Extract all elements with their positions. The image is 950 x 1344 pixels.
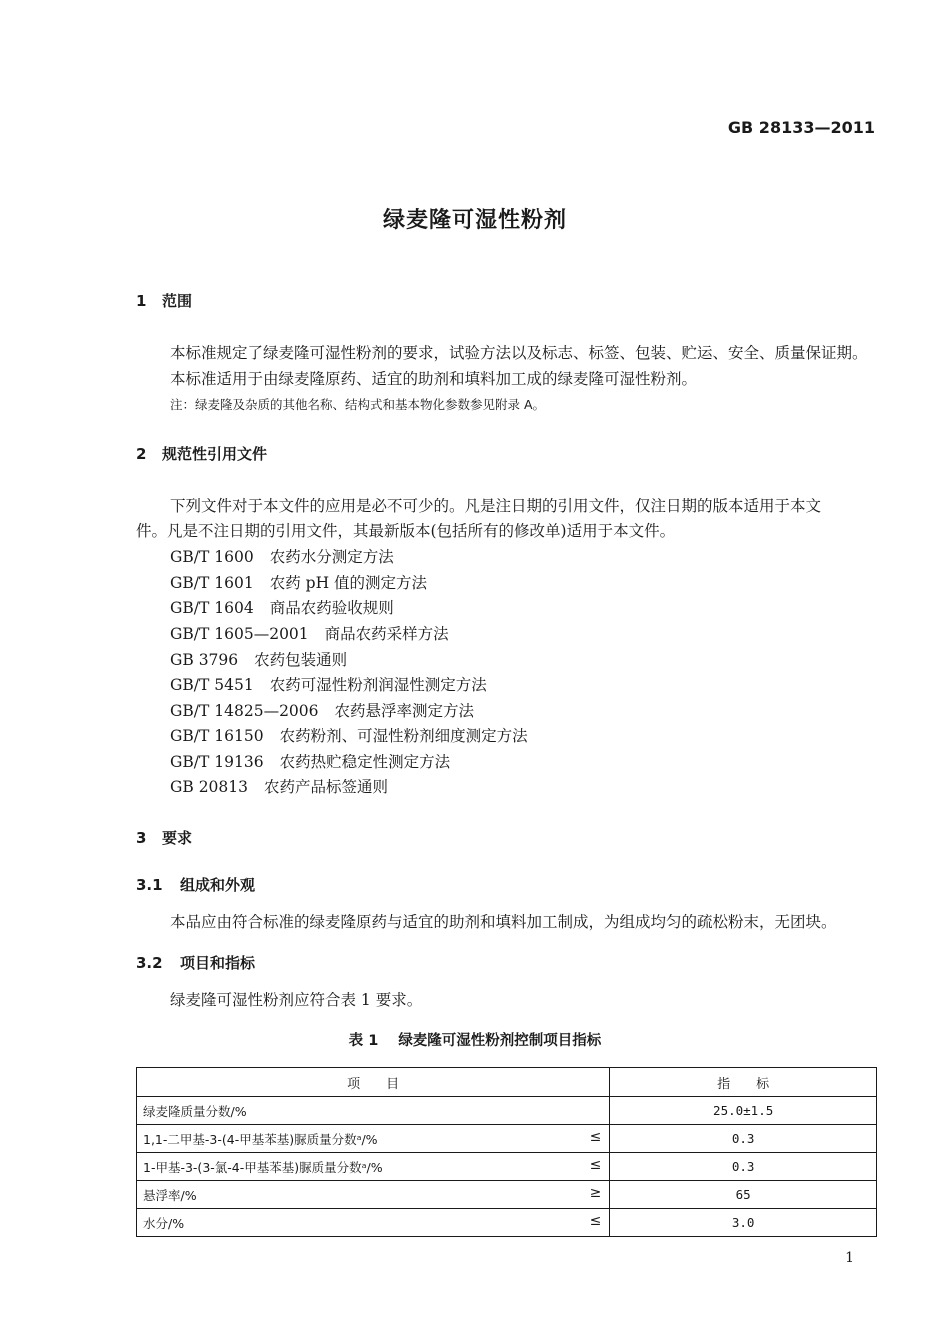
item-text: 水分/% (143, 1215, 185, 1231)
reference-code: GB/T 14825—2006 (170, 702, 319, 720)
value-cell: 65 (610, 1181, 877, 1209)
item-cell (137, 1209, 610, 1237)
table-row (137, 1097, 877, 1125)
table-row (137, 1153, 877, 1181)
reference-code: GB 3796 (170, 651, 239, 669)
reference-title: 农药产品标签通则 (264, 778, 389, 796)
table-label: 表 1 (348, 1033, 379, 1049)
value-cell: 3.0 (610, 1209, 877, 1237)
reference-item (170, 648, 347, 670)
reference-item (170, 699, 474, 721)
section-title: 范围 (162, 292, 193, 310)
subsection-title: 项目和指标 (180, 954, 256, 972)
reference-item (170, 673, 487, 695)
table-caption (0, 1029, 950, 1050)
section-1-note: 注：绿麦隆及杂质的其他名称、结构式和基本物化参数参见附录 A。 (170, 397, 546, 412)
column-header-item: 项 目 (137, 1068, 610, 1097)
section-2-paragraph-line-1: 下列文件对于本文件的应用是必不可少的。凡是注日期的引用文件，仅注日期的版本适用于本文 (170, 497, 822, 515)
reference-item (170, 596, 394, 618)
item-cell (137, 1181, 610, 1209)
reference-item (170, 545, 394, 567)
item-text: 绿麦隆质量分数/% (143, 1103, 247, 1119)
subsection-number: 3.1 (136, 876, 163, 894)
item-cell (137, 1097, 610, 1125)
table-header-row (137, 1068, 877, 1097)
reference-title: 农药热贮稳定性测定方法 (279, 753, 451, 771)
reference-title: 农药可湿性粉剂润湿性测定方法 (269, 676, 487, 694)
reference-code: GB/T 5451 (170, 676, 254, 694)
section-number: 3 (136, 829, 147, 847)
item-text: 1-甲基-3-(3-氯-4-甲基苯基)脲质量分数ᵃ/% (143, 1159, 383, 1175)
comparison-operator: ≤ (589, 1129, 602, 1145)
value-cell: 0.3 (610, 1125, 877, 1153)
section-1-heading (136, 290, 192, 311)
document-title: 绿麦隆可湿性粉剂 (382, 208, 567, 233)
subsection-number: 3.2 (136, 954, 163, 972)
section-title: 要求 (162, 829, 193, 847)
table-row (137, 1209, 877, 1237)
standard-code: GB 28133—2011 (727, 118, 875, 137)
reference-title: 农药粉剂、可湿性粉剂细度测定方法 (279, 727, 528, 745)
reference-title: 农药水分测定方法 (269, 548, 394, 566)
section-title: 规范性引用文件 (162, 445, 268, 463)
section-2-paragraph-line-2: 件。凡是不注日期的引用文件，其最新版本(包括所有的修改单)适用于本文件。 (136, 522, 676, 540)
reference-code: GB/T 1604 (170, 599, 254, 617)
reference-title: 农药包装通则 (254, 651, 348, 669)
section-1-paragraph-2: 本标准适用于由绿麦隆原药、适宜的助剂和填料加工成的绿麦隆可湿性粉剂。 (170, 370, 698, 388)
table-row (137, 1125, 877, 1153)
reference-code: GB/T 1601 (170, 574, 254, 592)
item-cell (137, 1125, 610, 1153)
section-1-paragraph-1: 本标准规定了绿麦隆可湿性粉剂的要求，试验方法以及标志、标签、包装、贮运、安全、质量保证期。 (170, 344, 868, 362)
reference-item (170, 724, 528, 746)
reference-code: GB/T 16150 (170, 727, 264, 745)
reference-item (170, 571, 427, 593)
subsection-title: 组成和外观 (180, 876, 256, 894)
reference-item (170, 775, 388, 797)
reference-code: GB/T 19136 (170, 753, 264, 771)
reference-code: GB 20813 (170, 778, 249, 796)
section-3-heading (136, 827, 192, 848)
specification-table (136, 1067, 877, 1237)
reference-title: 农药悬浮率测定方法 (334, 702, 475, 720)
reference-title: 商品农药采样方法 (324, 625, 449, 643)
value-cell: 25.0±1.5 (610, 1097, 877, 1125)
item-cell (137, 1153, 610, 1181)
comparison-operator: ≥ (589, 1185, 602, 1201)
column-header-index: 指 标 (610, 1068, 877, 1097)
section-number: 2 (136, 445, 147, 463)
comparison-operator: ≤ (589, 1157, 602, 1173)
table-row (137, 1181, 877, 1209)
subsection-3-1-heading (136, 874, 255, 895)
reference-item (170, 750, 450, 772)
item-text: 悬浮率/% (143, 1187, 197, 1203)
reference-title: 农药 pH 值的测定方法 (269, 574, 428, 592)
reference-item (170, 622, 449, 644)
reference-title: 商品农药验收规则 (269, 599, 394, 617)
reference-code: GB/T 1600 (170, 548, 254, 566)
table-caption-text: 绿麦隆可湿性粉剂控制项目指标 (398, 1033, 602, 1049)
subsection-3-2-paragraph: 绿麦隆可湿性粉剂应符合表 1 要求。 (170, 991, 423, 1009)
comparison-operator: ≤ (589, 1213, 602, 1229)
section-number: 1 (136, 292, 147, 310)
value-cell: 0.3 (610, 1153, 877, 1181)
page-number: 1 (845, 1250, 854, 1266)
subsection-3-2-heading (136, 952, 255, 973)
reference-code: GB/T 1605—2001 (170, 625, 309, 643)
subsection-3-1-paragraph: 本品应由符合标准的绿麦隆原药与适宜的助剂和填料加工制成，为组成均匀的疏松粉末，无团块。 (170, 913, 837, 931)
section-2-heading (136, 443, 267, 464)
item-text: 1,1-二甲基-3-(4-甲基苯基)脲质量分数ᵃ/% (143, 1131, 378, 1147)
